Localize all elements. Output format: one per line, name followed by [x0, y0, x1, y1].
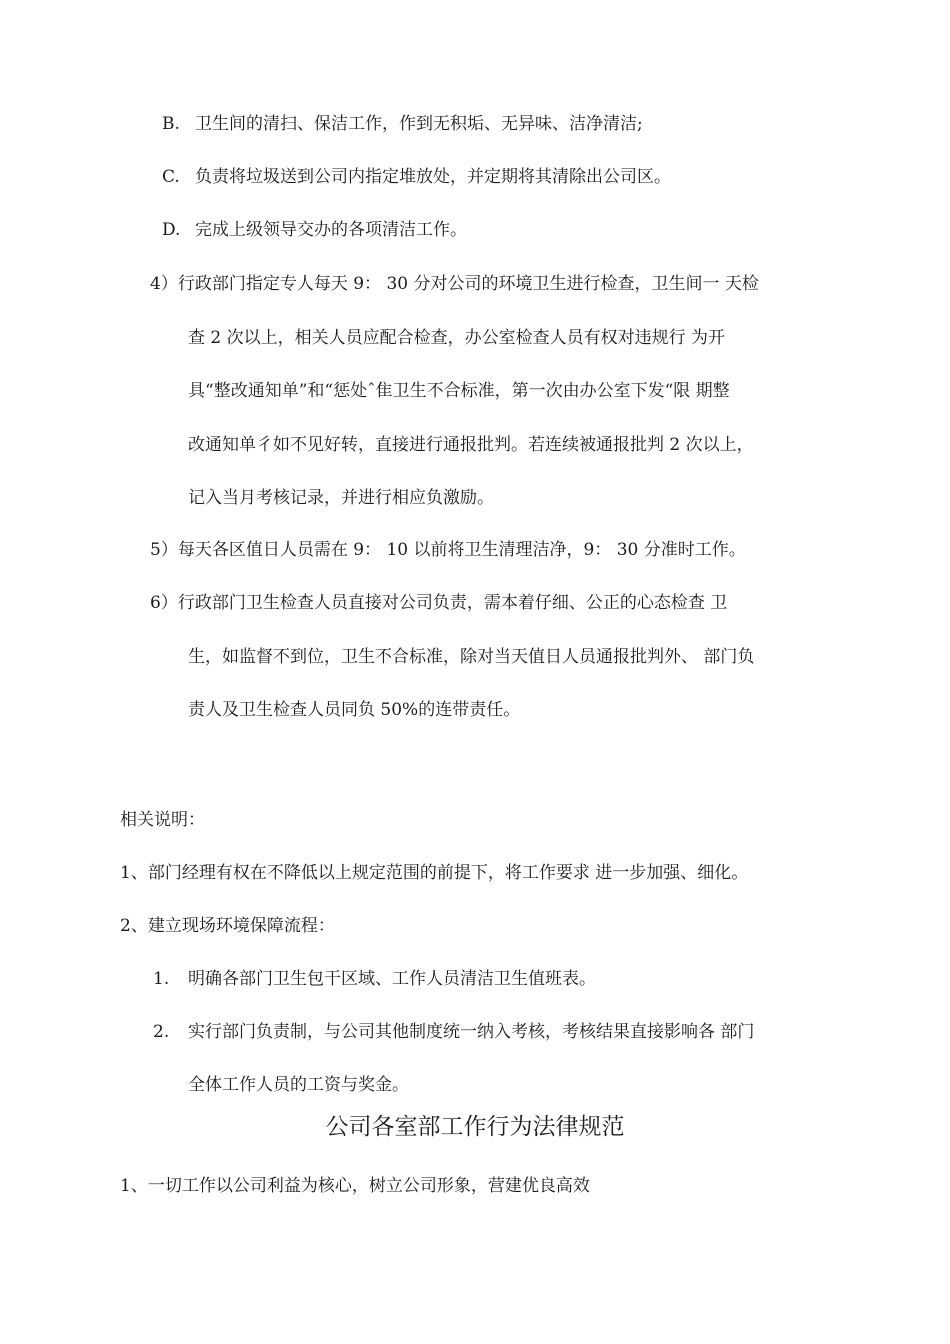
item-4-line-1: 4）行政部门指定专人每天 9： 30 分对公司的环境卫生进行检查，卫生间一 天检 [150, 274, 759, 294]
section-item-1: 1、一切工作以公司利益为核心，树立公司形象，营建优良高效 [120, 1176, 590, 1196]
item-4-line-5: 记入当月考核记录，并进行相应负激励。 [188, 488, 494, 508]
list-item-b-text: 卫生间的清扫、保洁工作，作到无积垢、无异味、洁净清洁; [195, 114, 643, 134]
item-4-line-4: 改通知单彳如不见好转，直接进行通报批判。若连续被通报批判 2 次以上， [188, 435, 754, 455]
list-item-d-text: 完成上级领导交办的各项清洁工作。 [195, 220, 467, 240]
notes-sub-marker-2: 2. [153, 1022, 170, 1042]
notes-heading: 相关说明： [120, 810, 205, 830]
list-marker-c: C. [162, 167, 180, 187]
item-5-text: 5）每天各区值日人员需在 9： 10 以前将卫生清理洁净，9： 30 分准时工作。 [150, 540, 746, 560]
list-item-c-text: 负责将垃圾送到公司内指定堆放处，并定期将其清除出公司区。 [195, 167, 671, 187]
notes-item-1: 1、部门经理有权在不降低以上规定范围的前提下，将工作要求 进一步加强、细化。 [120, 863, 749, 883]
notes-sub-item-2-line-1: 实行部门负责制，与公司其他制度统一纳入考核，考核结果直接影响各 部门 [188, 1022, 755, 1042]
list-marker-d: D. [162, 220, 181, 240]
item-4-line-2: 查 2 次以上，相关人员应配合检查，办公室检查人员有权对违规行 为开 [188, 328, 726, 348]
notes-sub-marker-1: 1. [153, 969, 170, 989]
list-marker-b: B. [162, 114, 180, 134]
item-6-line-1: 6）行政部门卫生检查人员直接对公司负责，需本着仔细、公正的心态检查 卫 [150, 593, 728, 613]
notes-sub-item-2-line-2: 全体工作人员的工资与奖金。 [188, 1075, 409, 1095]
item-4-line-3: 具“整改通知单”和“惩处ˆ隹卫生不合标准，第一次由办公室下发“限 期整 [188, 381, 730, 401]
notes-item-2: 2、建立现场环境保障流程： [120, 916, 335, 936]
notes-sub-item-1: 明确各部门卫生包干区域、工作人员清洁卫生值班表。 [188, 969, 596, 989]
item-6-line-3: 责人及卫生检查人员同负 50%的连带责任。 [188, 700, 521, 720]
section-title: 公司各室部工作行为法律规范 [325, 1114, 625, 1140]
item-6-line-2: 生，如监督不到位，卫生不合标准，除对当天值日人员通报批判外、 部门负 [188, 647, 755, 667]
